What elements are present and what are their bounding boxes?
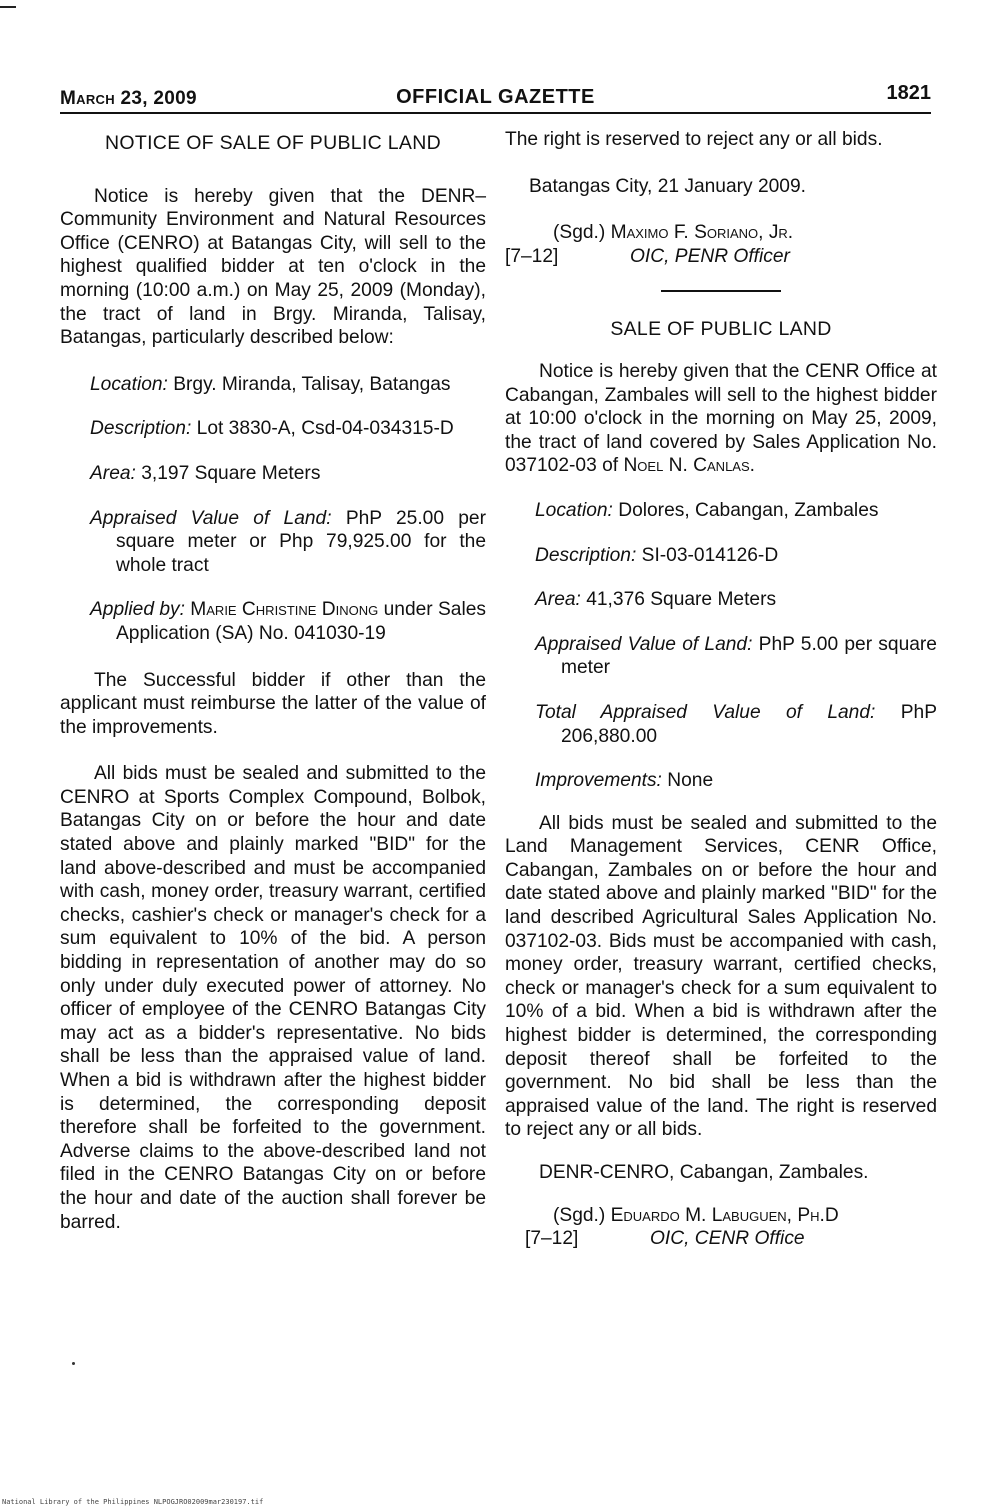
signatory-position-1: OIC, PENR Officer (630, 245, 790, 267)
signatory-line-1 (505, 221, 937, 245)
appraised-field (90, 507, 486, 578)
area-field (90, 462, 486, 486)
location-label: Location: (90, 373, 168, 395)
applicant-name: Marie Christine Dinong (190, 599, 379, 621)
area-label-2: Area: (535, 589, 581, 611)
scan-speck (72, 1362, 75, 1365)
appraised-value-2: PhP 5.00 per square meter (561, 633, 937, 679)
place-date: Batangas City, 21 January 2009. (529, 175, 806, 197)
location-field-2 (535, 499, 937, 523)
appraised-label-2: Appraised Value of Land: (535, 633, 753, 655)
sgd-mark-2: (Sgd.) (553, 1204, 606, 1226)
signature-block-2 (505, 1204, 937, 1251)
applicant-name-2: Noel N. Canlas. (623, 455, 755, 477)
signatory-position-2: OIC, CENR Office (650, 1228, 805, 1250)
issue-date: March 23, 2009 (60, 88, 197, 109)
right-column (505, 128, 937, 1251)
total-field (535, 701, 937, 748)
publication-title: OFFICIAL GAZETTE (396, 86, 595, 108)
left-column (60, 128, 486, 1234)
appraised-label: Appraised Value of Land: (90, 507, 332, 529)
notice-title: NOTICE OF SALE OF PUBLIC LAND (105, 132, 441, 154)
location-value: Brgy. Miranda, Talisay, Batangas (173, 373, 451, 395)
improvements-label: Improvements: (535, 770, 662, 792)
description-label: Description: (90, 418, 192, 440)
scan-edge-mark (0, 6, 16, 8)
area-value: 3,197 Square Meters (141, 462, 321, 484)
description-field-2 (535, 544, 937, 568)
page-header (60, 82, 931, 114)
description-value: Lot 3830-A, Csd-04-034315-D (196, 418, 454, 440)
description-value-2: SI-03-014126-D (641, 544, 779, 566)
signatory-row-2 (505, 1227, 937, 1251)
signatory-name-1: Maximo F. Soriano, Jr. (610, 222, 794, 244)
scan-footer: National Library of the Philippines NLPOGJRO02009mar230197.tif (2, 1498, 264, 1506)
sale-intro (505, 360, 937, 478)
reimburse-paragraph: The Successful bidder if other than the applicant must reimburse the latter of the value of the improvements. (60, 669, 486, 738)
applied-rest: under Sales Application (SA) No. 041030-19 (116, 599, 487, 644)
total-label: Total Appraised Value of Land: (535, 701, 876, 723)
issue-code-2: [7–12] (525, 1228, 579, 1250)
sgd-mark: (Sgd.) (553, 222, 606, 244)
area-field-2 (535, 588, 937, 612)
improvements-value: None (667, 770, 714, 792)
bids-paragraph-2: All bids must be sealed and submitted to the Land Management Services, CENR Office, Cabangan, Zambales on or before the hour and date stated above and plainly marked "BID" for the land described Agricultural Sales Application No. 037102-03. Bids must be accompanied with cash, money order, treasury warrant, certified checks, check or manager's check for a sum equivalent to 10% of a bid. When a bid is withdrawn after the highest bidder is determined, the corresponding deposit thereof shall be forfeited to the government. No bid shall be less than the appraised value of the land. The right is reserved to reject any or all bids. (505, 812, 937, 1141)
location-label-2: Location: (535, 499, 613, 521)
area-value-2: 41,376 Square Meters (586, 589, 777, 611)
description-field (90, 417, 486, 441)
issue-code-1: [7–12] (505, 245, 559, 267)
location-field (90, 373, 486, 397)
sale-intro-text: Notice is hereby given that the CENR Office at Cabangan, Zambales will sell to the highest bidder at 10:00 o'clock in the morning on May 25, 2009, the tract of land covered by Sales Application No. 037102-03 of (505, 360, 937, 477)
signatory-name-2: Eduardo M. Labuguen, Ph.D (610, 1204, 839, 1226)
appraised-field-2 (535, 633, 937, 680)
total-value: PhP 206,880.00 (561, 701, 937, 747)
appraised-value: PhP 25.00 per square meter or Php 79,925.00 for the whole tract (116, 507, 486, 576)
signatory-row-1 (505, 245, 937, 269)
location-value-2: Dolores, Cabangan, Zambales (618, 499, 879, 521)
bids-paragraph: All bids must be sealed and submitted to the CENRO at Sports Complex Compound, Bolbok, Batangas City on or before the hour and date stated above and plainly marked "BID" for the land above-described and must be accompanied with cash, money order, treasury warrant, certified checks, cashier's check or manager's check for a sum equivalent to 10% of the bid. A person bidding in representation of another may do so only under duly executed power of attorney. No officer of employee of the CENRO Batangas City may act as a bidder's representative. No bids shall be less than the appraised value of land. When a bid is withdrawn after the highest bidder is determined, the corresponding deposit therefore shall be forfeited to the government. Adverse claims to the above-described land not filed in the CENRO Batangas City on or before the hour and date of the auction shall forever be barred. (60, 763, 486, 1233)
applied-field (90, 598, 486, 645)
reserve-statement: The right is reserved to reject any or all bids. (505, 129, 883, 150)
sale-title: SALE OF PUBLIC LAND (610, 318, 832, 341)
page-number: 1821 (886, 82, 931, 104)
notice-intro: Notice is hereby given that the DENR–Community Environment and Natural Resources Office (CENRO) at Batangas City, will sell to the highest qualified bidder at ten o'clock in the morning (10:00 a.m.) on May 25, 2009 (Monday), the tract of land in Brgy. Miranda, Talisay, Batangas, particularly described below: (60, 185, 486, 349)
area-label: Area: (90, 462, 136, 484)
signatory-line-2 (505, 1204, 937, 1228)
signature-block-1 (505, 221, 937, 268)
section-divider (661, 290, 781, 292)
description-label-2: Description: (535, 544, 637, 566)
applied-label: Applied by: (90, 599, 185, 621)
office-line: DENR-CENRO, Cabangan, Zambales. (539, 1162, 869, 1183)
improvements-field (535, 769, 937, 793)
